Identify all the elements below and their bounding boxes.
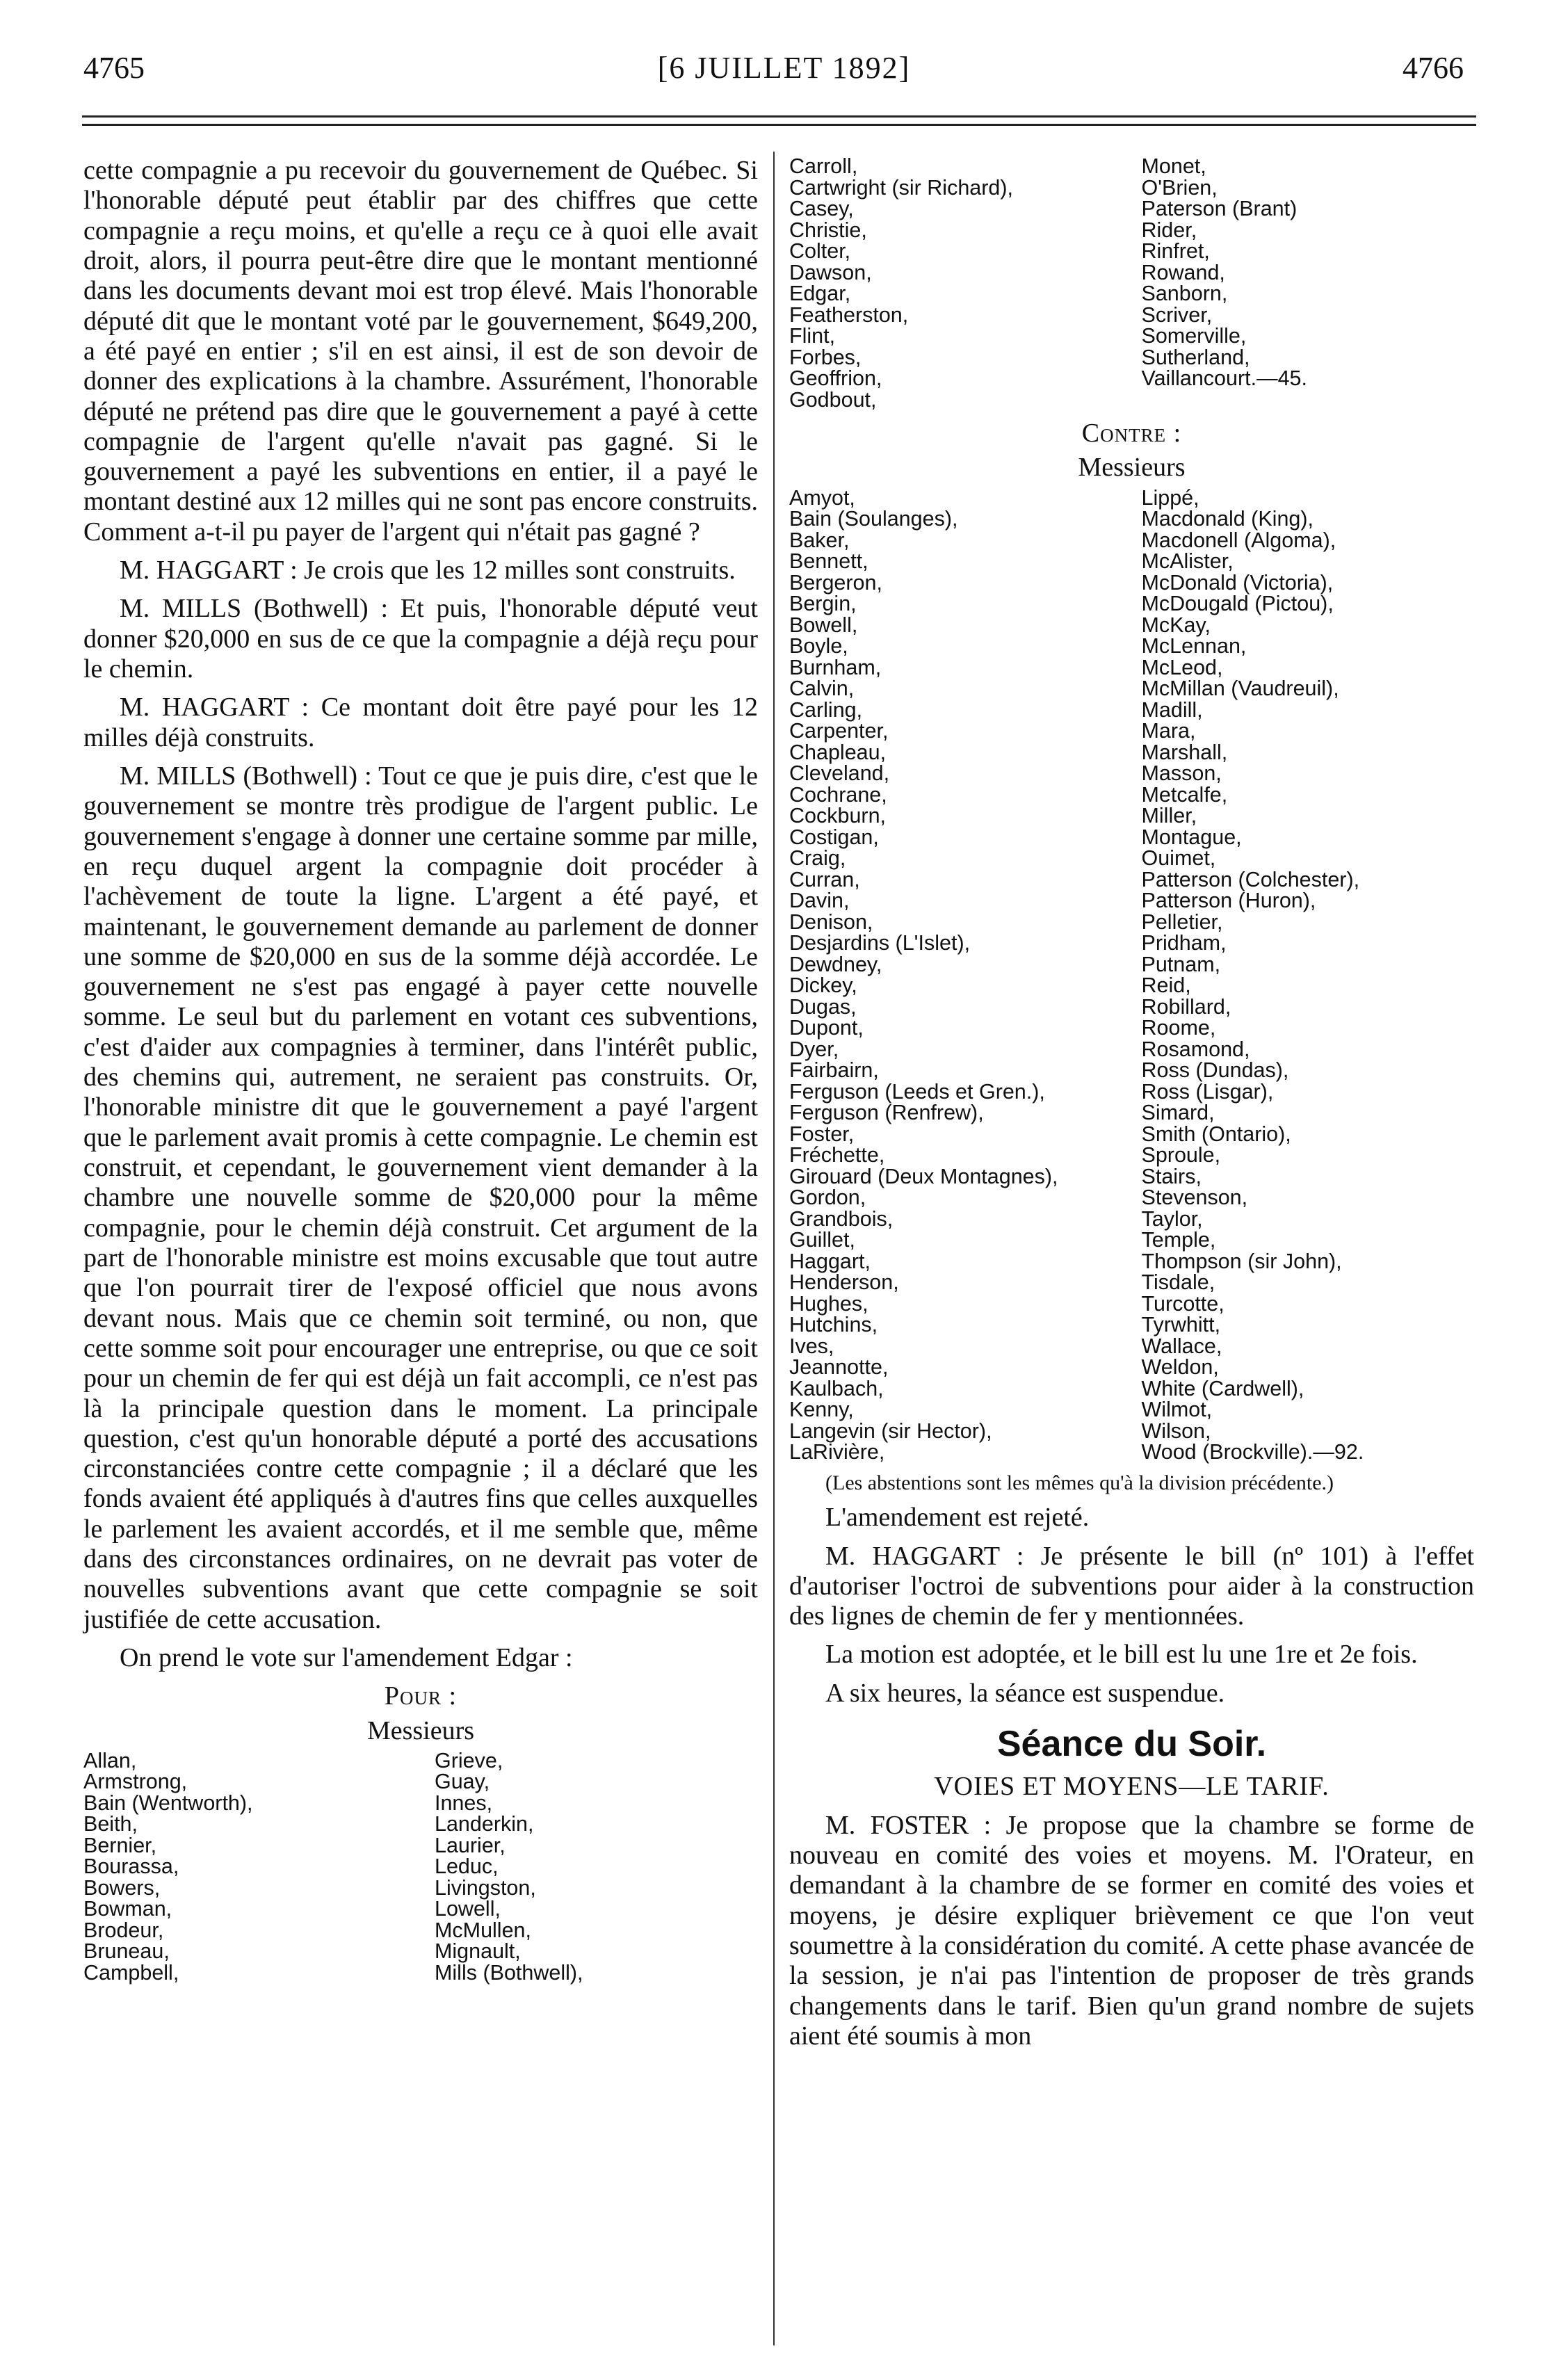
session-suspended: A six heures, la séance est suspendue.: [825, 1678, 1225, 1708]
name-item: Cockburn,: [789, 804, 887, 828]
name-item: LaRivière,: [789, 1440, 885, 1464]
name-item: Grandbois,: [789, 1206, 894, 1231]
contre-heading: Contre :: [1081, 419, 1182, 448]
name-item: Brodeur,: [83, 1918, 164, 1942]
haggart-reply-2: M. HAGGART : Ce montant doit être payé pour les 12 milles déjà construits.: [83, 693, 758, 752]
name-item: Turcotte,: [1141, 1291, 1225, 1316]
name-item: Flint,: [789, 324, 836, 348]
name-item: Wallace,: [1141, 1334, 1222, 1358]
name-item: Pelletier,: [1141, 910, 1223, 934]
name-item: Weldon,: [1141, 1355, 1219, 1380]
name-item: Livingston,: [435, 1875, 536, 1900]
name-item: Cleveland,: [789, 761, 890, 786]
contre-col-2: [1132, 487, 1475, 1463]
name-item: Bowell,: [789, 613, 858, 637]
abstentions-note: (Les abstentions sont les mêmes qu'à la division précédente.): [825, 1471, 1334, 1494]
name-item: Sanborn,: [1141, 282, 1228, 305]
name-item: Hutchins,: [789, 1313, 878, 1337]
name-item: Stevenson,: [1141, 1186, 1248, 1210]
name-item: Christie,: [789, 218, 867, 242]
messieurs-heading-pour: Messieurs: [366, 1715, 475, 1745]
name-item: Jeannotte,: [789, 1355, 889, 1380]
name-item: Langevin (sir Hector),: [789, 1419, 992, 1443]
section-title: VOIES ET MOYENS—LE TARIF.: [934, 1772, 1329, 1802]
name-item: Edgar,: [789, 282, 851, 305]
name-item: Somerville,: [1141, 324, 1247, 348]
name-item: Fréchette,: [789, 1143, 885, 1168]
name-item: Vaillancourt.—45.: [1141, 366, 1307, 390]
name-item: Costigan,: [789, 825, 879, 849]
name-item: Rider,: [1141, 218, 1197, 242]
name-item: Bain (Wentworth),: [83, 1791, 253, 1815]
name-item: Casey,: [789, 197, 854, 220]
messieurs-heading-contre: Messieurs: [1078, 453, 1186, 483]
name-item: Burnham,: [789, 655, 882, 679]
page-number-right: 4766: [1403, 51, 1464, 85]
name-item: Putnam,: [1141, 952, 1221, 976]
name-item: Patterson (Colchester),: [1141, 867, 1360, 891]
name-item: White (Cardwell),: [1141, 1376, 1304, 1400]
name-item: Chapleau,: [789, 740, 887, 764]
name-item: Rowand,: [1141, 260, 1225, 284]
contre-col-1: [789, 487, 1132, 1463]
name-item: Bergin,: [789, 592, 857, 616]
name-item: Dewdney,: [789, 952, 882, 976]
name-item: Calvin,: [789, 677, 855, 701]
name-item: Leduc,: [435, 1855, 499, 1879]
name-item: McLennan,: [1141, 634, 1247, 659]
name-item: McDougald (Pictou),: [1141, 592, 1334, 616]
name-item: Pridham,: [1141, 931, 1227, 955]
column-divider: [773, 152, 775, 2345]
name-item: Macdonald (King),: [1141, 507, 1314, 531]
name-item: Marshall,: [1141, 740, 1228, 764]
name-item: Forbes,: [789, 345, 862, 369]
name-item: Tisdale,: [1141, 1270, 1215, 1295]
name-item: Allan,: [83, 1748, 137, 1772]
name-item: Desjardins (L'Islet),: [789, 931, 971, 955]
name-item: Mignault,: [435, 1939, 521, 1964]
name-item: Boyle,: [789, 634, 848, 659]
name-item: Wilmot,: [1141, 1398, 1213, 1422]
page-header: [0, 50, 1568, 92]
name-item: Rinfret,: [1141, 239, 1210, 263]
evening-session-title: Séance du Soir.: [996, 1724, 1267, 1765]
name-item: Metcalfe,: [1141, 782, 1228, 807]
name-item: Bourassa,: [83, 1855, 179, 1879]
name-item: O'Brien,: [1141, 175, 1218, 200]
name-item: Gordon,: [789, 1186, 866, 1210]
name-item: Henderson,: [789, 1270, 899, 1295]
name-item: Dyer,: [789, 1037, 839, 1061]
name-item: Roome,: [1141, 1016, 1216, 1040]
foster-speech: M. FOSTER : Je propose que la chambre se forme de nouveau en comité des voies et moyens. M. l'Orateur, en demandant à la chambre de se former en comité des voies et moyens, je désire expliquer brièvement ce que l'on veut soumettre à la considération du comité. A cette phase avancée de la session, je n'ai pas l'intention de proposer de très grands changements dans le tarif. Bien qu'un grand nombre de sujets aient été soumis à mon: [789, 1810, 1474, 2051]
name-item: Bowers,: [83, 1875, 161, 1900]
name-item: Kenny,: [789, 1398, 854, 1422]
name-item: Sproule,: [1141, 1143, 1221, 1168]
name-item: Guay,: [435, 1770, 490, 1794]
pour-heading: Pour :: [384, 1681, 458, 1711]
name-item: McMullen,: [435, 1918, 531, 1942]
name-item: Scriver,: [1141, 302, 1213, 327]
name-item: Beith,: [83, 1812, 138, 1836]
name-item: Ross (Dundas),: [1141, 1058, 1289, 1083]
name-item: McAlister,: [1141, 549, 1234, 574]
pour-col-2: [421, 1750, 758, 1984]
page-number-left: 4765: [83, 51, 145, 85]
name-item: Hughes,: [789, 1291, 868, 1316]
name-item: Wood (Brockville).—92.: [1141, 1440, 1364, 1464]
header-rule-bottom: [82, 124, 1476, 126]
name-item: Haggart,: [789, 1249, 871, 1273]
name-item: Mills (Bothwell),: [435, 1960, 583, 1985]
name-item: Girouard (Deux Montagnes),: [789, 1164, 1058, 1188]
name-item: Bernier,: [83, 1833, 157, 1857]
name-item: McMillan (Vaudreuil),: [1141, 677, 1339, 701]
mills-remark-1: M. MILLS (Bothwell) : Et puis, l'honorable député veut donner $20,000 en sus de ce que la compagnie a déjà reçu pour le chemin.: [83, 594, 758, 684]
name-item: Craig,: [789, 846, 846, 871]
header-rule-top: [82, 115, 1476, 118]
name-item: Ferguson (Renfrew),: [789, 1101, 984, 1125]
name-item: Monet,: [1141, 154, 1206, 178]
name-item: Fairbairn,: [789, 1058, 879, 1083]
name-item: Mara,: [1141, 719, 1196, 743]
name-item: Dawson,: [789, 260, 872, 284]
name-item: Patterson (Huron),: [1141, 889, 1316, 913]
name-item: Ives,: [789, 1334, 834, 1358]
mills-speech: M. MILLS (Bothwell) : Tout ce que je puis dire, c'est que le gouvernement se montre très prodigue de l'argent public. Le gouvernement s'engage à donner une certaine somme par mille, en reçu duquel argent la compagnie doit procéder à l'achèvement de toute la ligne. L'argent a été payé, et maintenant, le gouvernement demande au parlement de donner une somme de $20,000 en sus de la somme déjà accordée. Le gouvernement ne s'est pas engagé à payer cette nouvelle somme. Le seul but du parlement en votant ces subventions, c'est d'aider aux compagnies à terminer, dans l'intérêt public, des chemins qui, autrement, ne seraient pas construits. Or, l'honorable ministre dit que le gouvernement a payé l'argent que le parlement avait promis à cette compagnie. Le chemin est construit, et cependant, le gouvernement vient demander à la chambre une nouvelle somme de $20,000 pour la même compagnie, pour le chemin déjà construit. Cet argument de la part de l'honorable ministre est moins excusable que tout autre que l'on pourrait tirer de l'exposé officiel que nous avons devant nous. Mais que ce chemin soit terminé, ou non, que cette somme soit pour encourager une entreprise, ou que ce soit pour un chemin de fer qui est déjà un fait accompli, ce n'est pas là la principale question dans le moment. La principale question, c'est qu'un honorable député a porté des accusations circonstanciées contre cette compagnie ; il a déclaré que les fonds avaient été appliqués à d'autres fins que celles auxquelles le parlement les avaient accordés, et il me semble que, même dans des circonstances ordinaires, on ne devrait pas voter de nouvelles subventions avant que cette compagnie se soit justifiée de cette accusation.: [83, 761, 758, 1634]
name-item: Dugas,: [789, 994, 857, 1019]
name-item: Curran,: [789, 867, 860, 891]
name-item: Ouimet,: [1141, 846, 1216, 871]
right-column: [789, 156, 1474, 2060]
name-item: Armstrong,: [83, 1770, 188, 1794]
name-item: Lowell,: [435, 1897, 501, 1921]
name-item: Bruneau,: [83, 1939, 170, 1964]
name-item: Lippé,: [1141, 485, 1199, 510]
name-item: Macdonell (Algoma),: [1141, 528, 1336, 552]
name-item: Temple,: [1141, 1228, 1216, 1252]
vote-intro: On prend le vote sur l'amendement Edgar :: [120, 1643, 573, 1672]
header-date: [6 JUILLET 1892]: [657, 51, 911, 85]
name-item: Dupont,: [789, 1016, 864, 1040]
name-item: Foster,: [789, 1122, 855, 1146]
name-item: Sutherland,: [1141, 345, 1250, 369]
name-item: Dickey,: [789, 974, 857, 998]
name-item: Cochrane,: [789, 782, 887, 807]
name-item: Featherston,: [789, 302, 909, 327]
name-item: Colter,: [789, 239, 851, 263]
pour-col-1: [83, 1750, 421, 1984]
name-item: Ross (Lisgar),: [1141, 1079, 1274, 1104]
left-paragraph-1: cette compagnie a pu recevoir du gouvernement de Québec. Si l'honorable député peut établir par des chiffres que cette compagnie a reçu moins, et qu'elle a reçu ce à quoi elle avait droit, alors, il pourra peut-être dire que le montant mentionné dans les documents devant moi est trop élevé. Mais l'honorable député dit que le montant voté par le gouvernement, $649,200, a été payé en entier ; s'il en est ainsi, il est de son devoir de donner des explications à la chambre. Assurément, l'honorable député ne prétend pas dire que le gouvernement a payé à cette compagnie de l'argent qu'elle n'avait pas gagné. Si le gouvernement a payé les subventions en entier, il a payé le montant destiné aux 12 milles qui ne sont pas encore construits. Comment a-t-il pu payer de l'argent qui n'était pas gagné ?: [83, 156, 758, 547]
name-item: Tyrwhitt,: [1141, 1313, 1221, 1337]
name-item: Simard,: [1141, 1101, 1215, 1125]
name-item: Innes,: [435, 1791, 493, 1815]
name-item: Masson,: [1141, 761, 1222, 786]
name-item: Bowman,: [83, 1897, 172, 1921]
name-item: Wilson,: [1141, 1419, 1211, 1443]
name-item: Denison,: [789, 910, 873, 934]
name-item: Geoffrion,: [789, 366, 882, 390]
name-item: Carpenter,: [789, 719, 889, 743]
name-item: Paterson (Brant): [1141, 197, 1298, 220]
name-item: Carroll,: [789, 154, 858, 178]
name-item: Kaulbach,: [789, 1376, 884, 1400]
haggart-reply-1: M. HAGGART : Je crois que les 12 milles sont construits.: [120, 556, 736, 585]
pour-col-2-right: [1132, 156, 1475, 410]
name-item: Ferguson (Leeds et Gren.),: [789, 1079, 1045, 1104]
motion-adopted: La motion est adoptée, et le bill est lu une 1re et 2e fois.: [825, 1640, 1418, 1670]
name-item: Campbell,: [83, 1960, 179, 1985]
name-item: Thompson (sir John),: [1141, 1249, 1342, 1273]
name-item: Baker,: [789, 528, 850, 552]
name-item: Madill,: [1141, 697, 1203, 722]
name-item: Rosamond,: [1141, 1037, 1250, 1061]
name-item: Guillet,: [789, 1228, 855, 1252]
pour-list-left: [83, 1750, 758, 1984]
name-item: Bain (Soulanges),: [789, 507, 958, 531]
left-column: [83, 156, 758, 1992]
name-item: Stairs,: [1141, 1164, 1202, 1188]
name-item: Carling,: [789, 697, 863, 722]
name-item: Grieve,: [435, 1748, 503, 1772]
name-item: Smith (Ontario),: [1141, 1122, 1291, 1146]
name-item: McKay,: [1141, 613, 1211, 637]
name-item: Amyot,: [789, 485, 855, 510]
name-item: Taylor,: [1141, 1206, 1203, 1231]
contre-list: [789, 487, 1474, 1463]
name-item: Reid,: [1141, 974, 1191, 998]
pour-col-1-right: [789, 156, 1132, 410]
name-item: Landerkin,: [435, 1812, 534, 1836]
pour-list-right: [789, 156, 1474, 410]
name-item: McLeod,: [1141, 655, 1223, 679]
haggart-bill: M. HAGGART : Je présente le bill (nº 101) à l'effet d'autoriser l'octroi de subventions pour aider à la construction des lignes de chemin de fer y mentionnées.: [789, 1541, 1474, 1631]
name-item: Robillard,: [1141, 994, 1231, 1019]
name-item: Montague,: [1141, 825, 1242, 849]
amendment-rejected: L'amendement est rejeté.: [825, 1503, 1090, 1533]
name-item: McDonald (Victoria),: [1141, 570, 1334, 595]
name-item: Laurier,: [435, 1833, 506, 1857]
name-item: Miller,: [1141, 804, 1197, 828]
name-item: Cartwright (sir Richard),: [789, 175, 1013, 200]
name-item: Bennett,: [789, 549, 868, 574]
name-item: Davin,: [789, 889, 850, 913]
name-item: Bergeron,: [789, 570, 882, 595]
name-item: Godbout,: [789, 387, 877, 412]
